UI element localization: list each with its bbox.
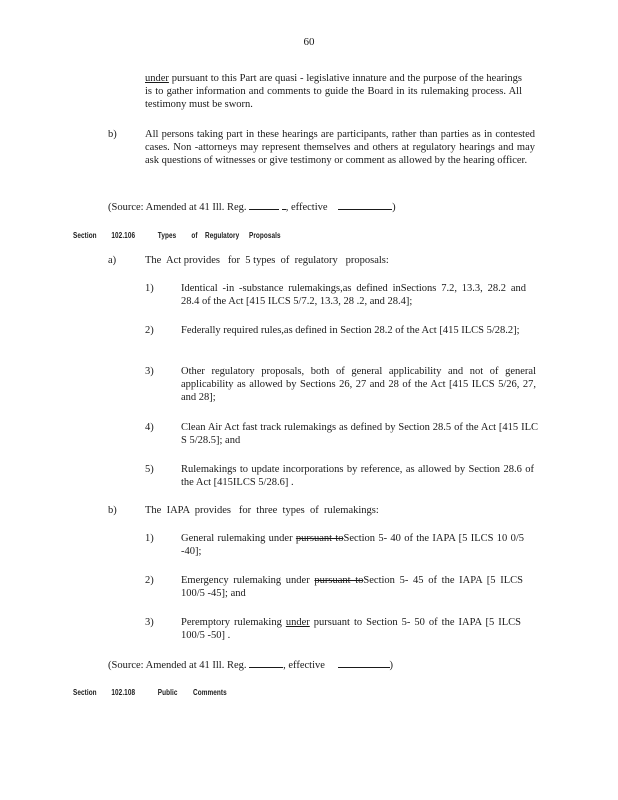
section-title-word: Public (157, 688, 178, 697)
section-label: Section (73, 231, 97, 240)
struck-text: pursuant to (295, 533, 344, 544)
section-heading (73, 229, 281, 241)
list-marker: 5) (145, 464, 154, 475)
section-title-word: of (191, 231, 198, 240)
list-item: Identical -in -substance rulemakings,as defined inSections 7.2, 13.3, 28.2 and 28.4 of the Act [415 ILCS 5/7.2, 13.3, 28 .2, and 28.4]; (181, 283, 526, 307)
section-heading (73, 686, 233, 698)
struck-text: pursuant to (314, 575, 364, 586)
list-item: Clean Air Act fast track rulemakings as defined by Section 28.5 of the Act [415 ILC S 5/28.5]; and (181, 422, 538, 446)
list-marker: 1) (145, 533, 154, 544)
list-marker: 1) (145, 283, 154, 294)
blank-line (249, 657, 283, 668)
list-marker: 2) (145, 325, 154, 336)
intro-paragraph (145, 72, 522, 111)
item-text: Section 5- 40 of the IAPA [5 ILCS 10 0/5 -40]; (181, 533, 524, 557)
item-text: Emergency rulemaking under (181, 575, 315, 586)
list-marker: 4) (145, 422, 154, 433)
source-suffix: ) (389, 660, 394, 671)
source-prefix: (Source: Amended at 41 Ill. Reg. (108, 660, 247, 671)
list-item (181, 532, 524, 558)
list-item: Other regulatory proposals, both of general applicability and not of general applicability as allowed by Sections 26, 27 and 28 of the Act [415 ILCS 5/26, 27, and 28]; (181, 366, 536, 403)
section-label: Section (73, 688, 97, 697)
item-text: Section 5- 45 of the IAPA [5 ILCS 100/5 -45]; and (181, 575, 523, 599)
section-title-word: Types (157, 231, 177, 240)
list-marker: 3) (145, 617, 154, 628)
list-marker: 3) (145, 366, 154, 377)
section-number: 102.106 (111, 231, 136, 240)
source-mid: , effective (285, 202, 328, 213)
blank-line (338, 199, 392, 210)
list-item: Federally required rules,as defined in Section 28.2 of the Act [415 ILCS 5/28.2]; (181, 325, 520, 336)
intro-text: pursuant to this Part are quasi - legislative innature and the purpose of the hearings is to gather information and comments to guide the Board in its rulemaking process. All testimony must be sworn. (145, 73, 522, 110)
item-marker: b) (108, 129, 117, 140)
list-item (181, 574, 523, 600)
list-marker: 2) (145, 575, 154, 586)
section-number: 102.108 (111, 688, 136, 697)
item-text: General rulemaking under (181, 533, 296, 544)
list-item: Rulemakings to update incorporations by reference, as allowed by Section 28.6 of the Act [415ILCS 5/28.6] . (181, 464, 534, 488)
underlined-insertion: under (145, 73, 169, 84)
item-marker: b) (108, 505, 117, 516)
item-text: pursuant to Section 5- 50 of the IAPA [5 ILCS 100/5 -50] . (181, 617, 521, 641)
source-suffix: ) (392, 202, 396, 213)
section-title-word: Regulatory (205, 231, 240, 240)
participants-paragraph: All persons taking part in these hearings are participants, rather than parties as in contested cases. Non -attorneys may represent themselves and others at regulatory hearings and may ask questions of witnesses or give testimony or comment as allowed by the hearing officer. (145, 129, 535, 166)
list-item (181, 616, 521, 642)
page-number: 60 (303, 36, 315, 48)
section-title-word: Proposals (249, 231, 281, 240)
iapa-intro: The IAPA provides for three types of rulemakings: (145, 505, 379, 516)
item-text: Peremptory rulemaking (181, 617, 286, 628)
act-intro: The Act provides for 5 types of regulatory proposals: (145, 255, 389, 266)
source-mid: , effective (283, 660, 325, 671)
blank-line (338, 657, 390, 668)
underlined-insertion: under (285, 617, 310, 628)
source-note (108, 199, 396, 214)
blank-line (249, 199, 279, 210)
section-title-word: Comments (193, 688, 227, 697)
item-marker: a) (108, 255, 117, 266)
source-note (108, 657, 393, 672)
source-prefix: (Source: Amended at 41 Ill. Reg. (108, 202, 247, 213)
